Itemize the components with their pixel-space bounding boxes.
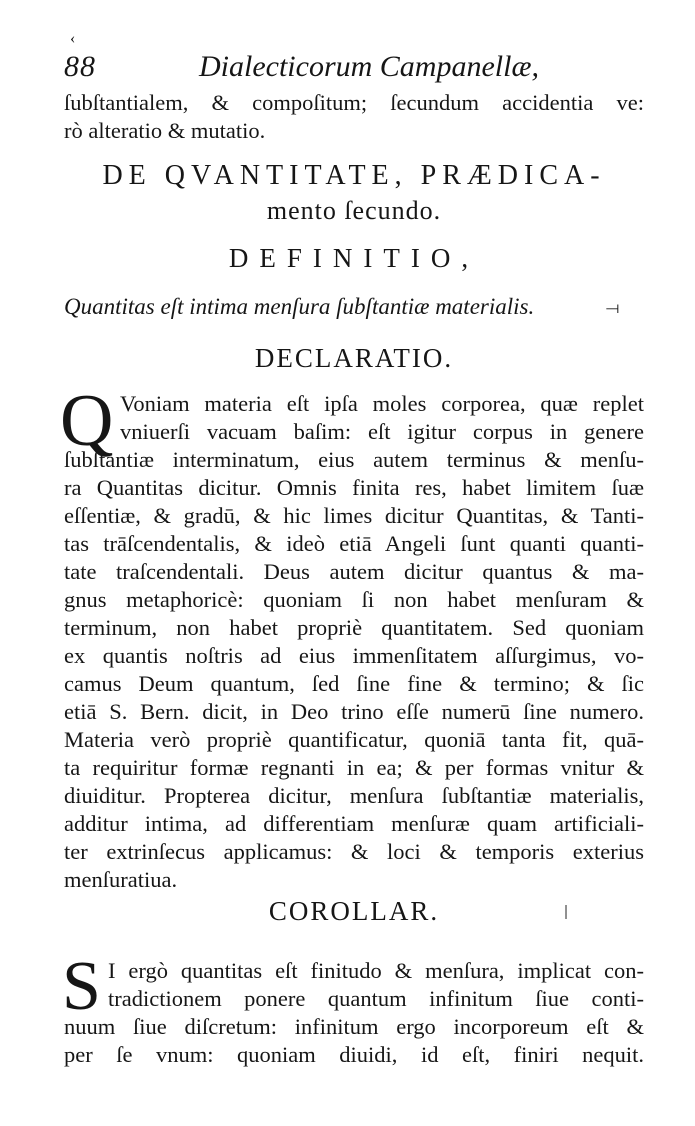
corollar-line-2: tradictionem ponere quantum infinitum ſiue conti- <box>108 986 644 1011</box>
running-header <box>64 50 644 90</box>
declaratio-line-14: ta requiritur formæ regnanti in ea; & per formas vnitur & <box>64 755 644 780</box>
declaratio-line-18: menſuratiua. <box>64 867 178 892</box>
corollar-margin-mark: ǀ <box>564 902 569 924</box>
running-title: Dialecticorum Campanellæ, <box>199 50 539 83</box>
declaratio-line-17: ter extrinſecus applicamus: & loci & temporis exterius <box>64 839 644 864</box>
declaratio-line-4: ra Quantitas dicitur. Omnis finita res, habet limitem ſuæ <box>64 475 644 500</box>
section-heading-line-1: DE QVANTITATE, PRÆDICA- <box>102 160 606 191</box>
declaratio-line-13: Materia verò propriè quantificatur, quoniā tanta fit, quā- <box>64 727 644 752</box>
page-number: 88 <box>64 50 96 83</box>
declaratio-line-15: diuiditur. Propterea dicitur, menſura ſubſtantiæ materialis, <box>64 783 644 808</box>
declaratio-line-8: gnus metaphoricè: quoniam ſi non habet menſuram & <box>64 587 644 612</box>
declaratio-line-1: Voniam materia eſt ipſa moles corporea, quæ replet <box>120 391 644 416</box>
declaratio-line-3: ſubſtantiæ interminatum, eius autem terminus & menſu- <box>64 447 644 472</box>
stray-mark: ‹ <box>70 30 76 47</box>
declaratio-line-7: tate traſcendentali. Deus autem dicitur quantus & ma- <box>64 559 644 584</box>
declaratio-line-16: additur intima, ad differentiam menſuræ quam artificiali- <box>64 811 644 836</box>
corollar-line-4: per ſe vnum: quoniam diuidi, id eſt, finiri nequit. <box>64 1042 644 1067</box>
declaratio-line-9: terminum, non habet propriè quantitatem. Sed quoniam <box>64 615 644 640</box>
declaratio-line-10: ex quantis noſtris ad eius immenſitatem aſſurgimus, vo- <box>64 643 644 668</box>
definition-text: Quantitas eſt intima menſura ſubſtantiæ materialis. <box>64 294 535 319</box>
margin-mark: ⟞ <box>606 300 620 317</box>
intro-line-1: ſubſtantialem, & compoſitum; ſecundum accidentia ve: <box>64 90 644 115</box>
section-heading-line-2: mento ſecundo. <box>266 196 442 225</box>
drop-cap-s: S <box>62 948 101 1025</box>
corollar-line-3: nuum ſiue diſcretum: infinitum ergo incorporeum eſt & <box>64 1014 644 1039</box>
declaratio-line-6: tas trāſcendentalis, & ideò etiā Angeli ſunt quanti quanti- <box>64 531 644 556</box>
intro-line-2: rò alteratio & mutatio. <box>64 118 266 143</box>
corollar-line-1: I ergò quantitas eſt finitudo & menſura, implicat con- <box>108 958 644 983</box>
declaratio-line-2: vniuerſi vacuam baſim: eſt igitur corpus in genere <box>120 419 644 444</box>
corollar-heading: COROLLAR. <box>268 896 440 926</box>
declaratio-heading: DECLARATIO. <box>254 343 454 373</box>
declaratio-line-5: eſſentiæ, & gradū, & hic limes dicitur Quantitas, & Tanti- <box>64 503 644 528</box>
declaratio-line-11: camus Deum quantum, ſed ſine fine & termino; & ſic <box>64 671 644 696</box>
definitio-heading: DEFINITIO, <box>228 243 480 273</box>
drop-cap-q: Q <box>60 380 114 462</box>
declaratio-line-12: etiā S. Bern. dicit, in Deo trino eſſe numerū ſine numero. <box>64 699 644 724</box>
